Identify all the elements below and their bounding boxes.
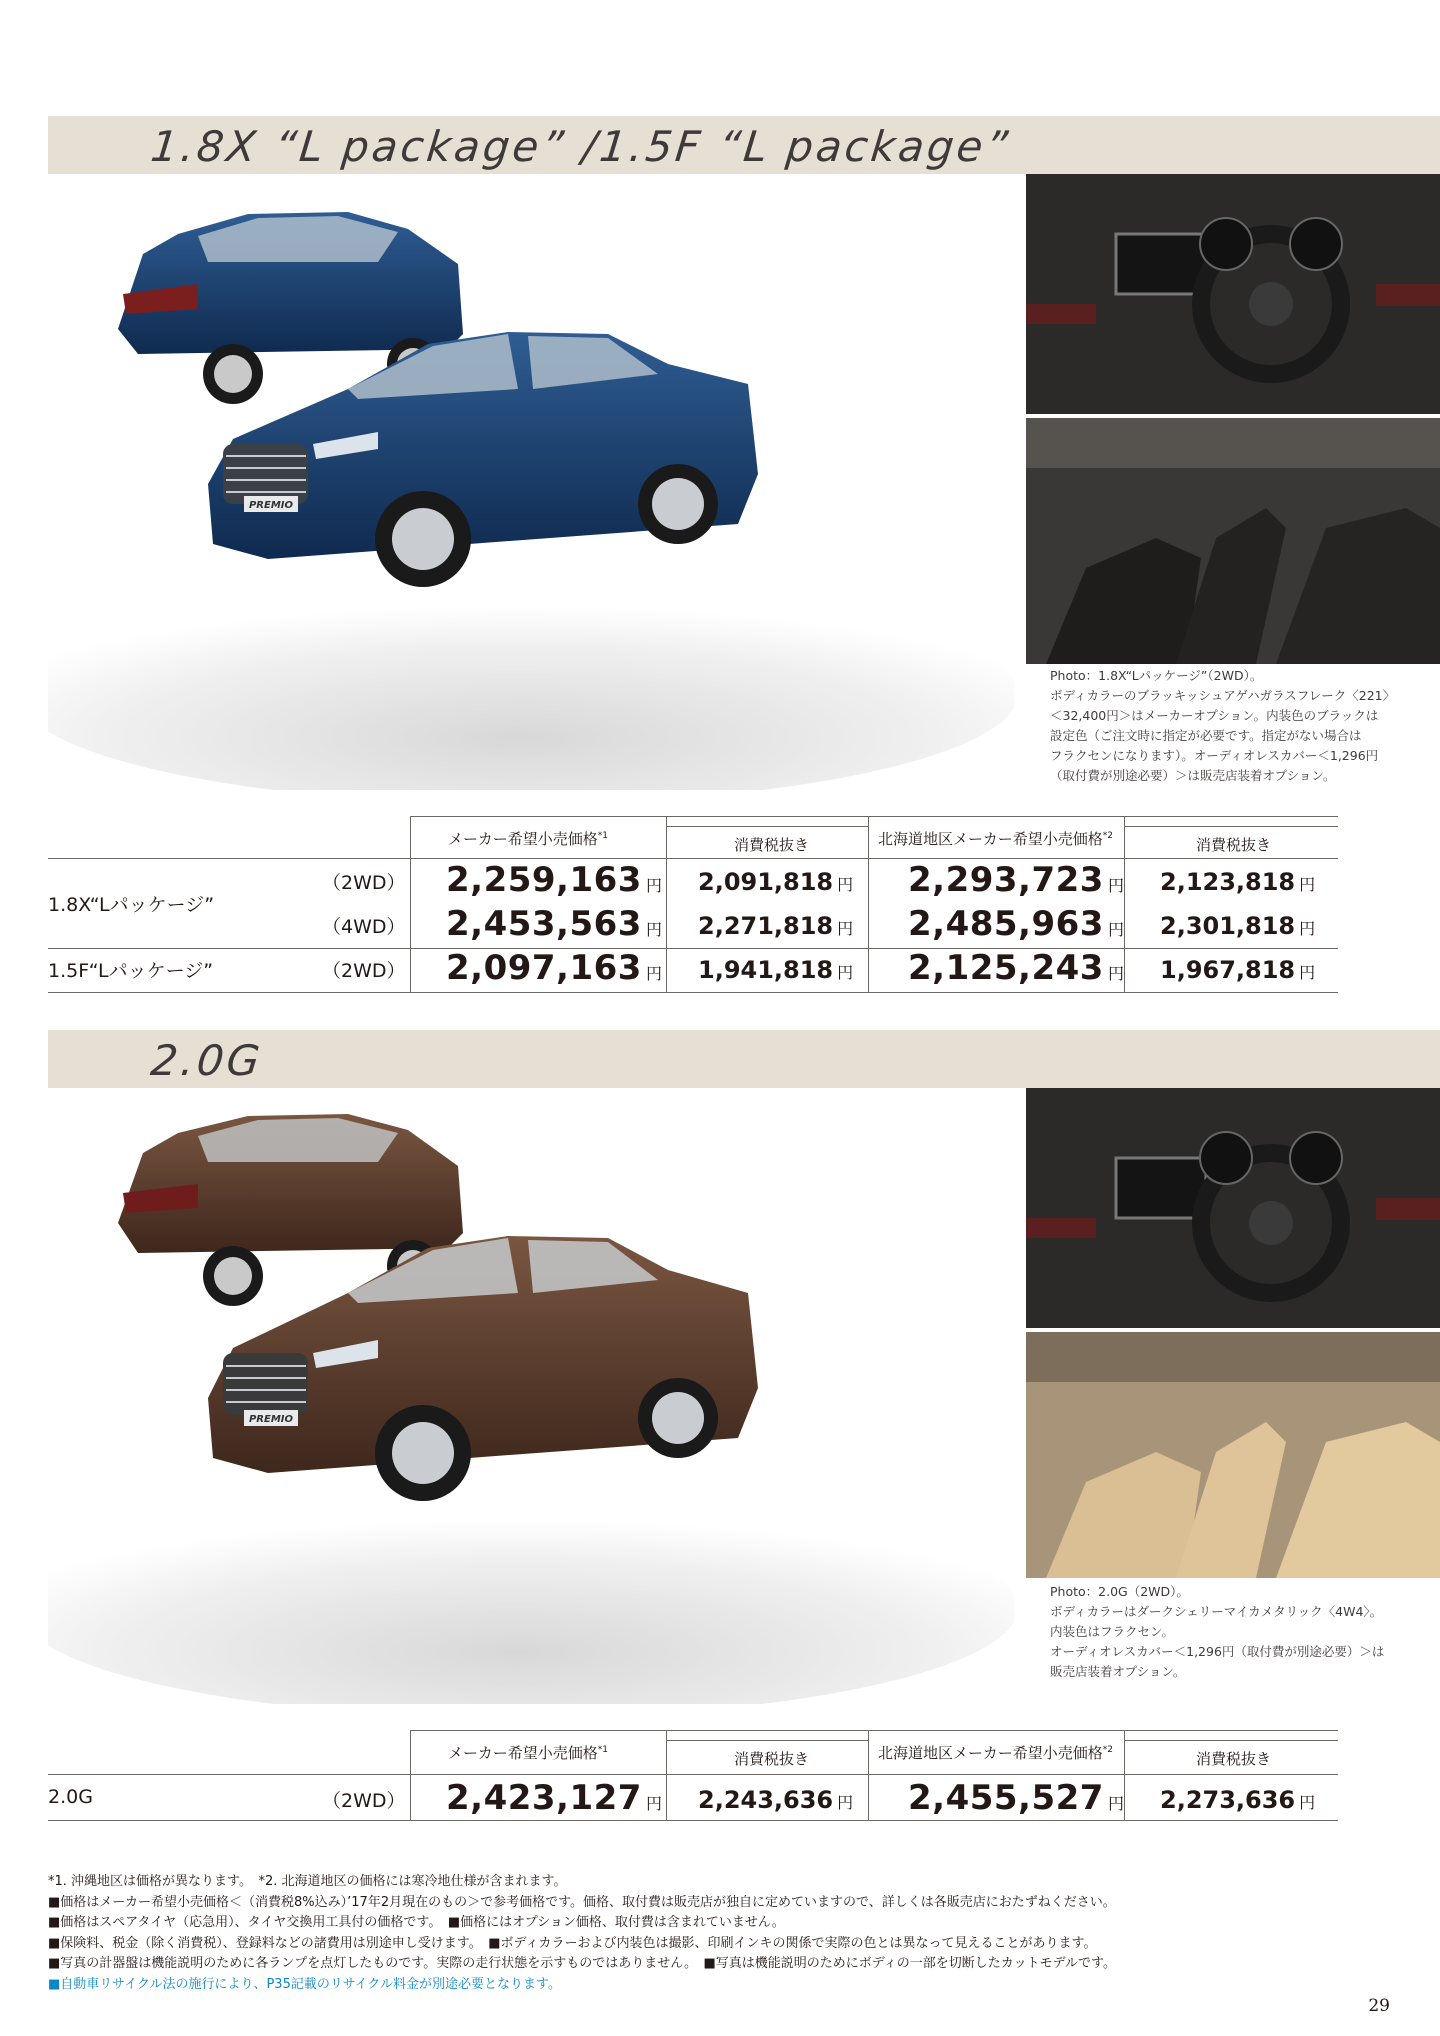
header-maker-price: メーカー希望小売価格$^{*1}$	[448, 830, 608, 848]
drive-label: （2WD）	[322, 960, 406, 982]
hokkaido-price: 2,455,527 円	[908, 1778, 1125, 1818]
footnote-line: ■価格はスペアタイヤ（応急用）、タイヤ交換用工具付の価格です。 ■価格にはオプション価格、取付費は含まれていません。	[48, 1915, 785, 1930]
header-hokkaido-price: 北海道地区メーカー希望小売価格$^{*2}$	[878, 830, 1113, 848]
footnote-line: *1. 沖縄地区は価格が異なります。 *2. 北海道地区の価格には寒冷地仕様が含まれます。	[48, 1874, 567, 1889]
section-title: 1.8X “L package” /1.5F “L package”	[148, 122, 1013, 171]
maker-price-ex-tax: 2,243,636 円	[698, 1786, 854, 1814]
hokkaido-price: 2,125,243 円	[908, 948, 1125, 988]
maker-price-ex-tax: 1,941,818 円	[698, 956, 854, 984]
grade-label-2-0g: 2.0G	[48, 1786, 93, 1808]
drive-label: （4WD）	[322, 916, 406, 938]
hokkaido-price: 2,485,963 円	[908, 904, 1125, 944]
hokkaido-price: 2,293,723 円	[908, 860, 1125, 900]
car-photo-area	[48, 1088, 1014, 1704]
maker-price: 2,453,563 円	[446, 904, 663, 944]
header-tax-excluded: 消費税抜き	[734, 836, 810, 854]
footnote-recycle: ■自動車リサイクル法の施行により、P35記載のリサイクル料金が別途必要となります。	[48, 1976, 561, 1992]
maker-price: 2,259,163 円	[446, 860, 663, 900]
hokkaido-price-ex-tax: 1,967,818 円	[1160, 956, 1316, 984]
maker-price-ex-tax: 2,091,818 円	[698, 868, 854, 896]
car-photos-blue	[48, 174, 1014, 790]
page-number: 29	[1368, 1996, 1390, 2016]
interior-dashboard-photo	[1026, 174, 1440, 414]
header-tax-excluded-hokkaido: 消費税抜き	[1196, 836, 1272, 854]
car-front-view	[208, 1236, 758, 1501]
hokkaido-price-ex-tax: 2,273,636 円	[1160, 1786, 1316, 1814]
header-maker-price: メーカー希望小売価格$^{*1}$	[448, 1744, 608, 1762]
car-front-view	[208, 332, 758, 587]
price-table-l-package	[48, 816, 1338, 996]
interior-seat-photo	[1026, 418, 1440, 664]
maker-price: 2,097,163 円	[446, 948, 663, 988]
header-hokkaido-price: 北海道地区メーカー希望小売価格$^{*2}$	[878, 1744, 1113, 1762]
interior-seat-photo	[1026, 1332, 1440, 1578]
section-header-2-0g	[48, 1030, 1440, 1088]
drive-label: （2WD）	[322, 872, 406, 894]
price-table-2-0g	[48, 1730, 1338, 1826]
footnote-line: ■保険料、税金（除く消費税）、登録料などの諸費用は別途申し受けます。 ■ボディカラーおよび内装色は撮影、印刷インキの関係で実際の色とは異なって見えることがあります。	[48, 1935, 1097, 1951]
photo-caption: Photo：1.8X“Lパッケージ”（2WD）。 ボディカラーのブラッキッシュアゲハガラスフレーク〈221〉 ＜32,400円＞はメーカーオプション。内装色のブラックは 設定色（ご注文時に指定が必要です。指定がない場合は フラクセンになります）。オーディオレスカバー＜1,296円 （取付費が別途必要）＞は販売店装着オプション。	[1050, 668, 1396, 783]
grade-label-1-5f: 1.5F“Lパッケージ”	[48, 960, 214, 982]
section-header-l-package	[48, 116, 1440, 174]
maker-price-ex-tax: 2,271,818 円	[698, 912, 854, 940]
footnote-line: ■写真の計器盤は機能説明のために各ランプを点灯したものです。実際の走行状態を示すものではありません。 ■写真は機能説明のためにボディの一部を切断したカットモデルです。	[48, 1956, 1116, 1971]
header-tax-excluded: 消費税抜き	[734, 1750, 810, 1768]
maker-price: 2,423,127 円	[446, 1778, 663, 1818]
car-photos-brown	[48, 1088, 1014, 1704]
svg-text:PREMIO: PREMIO	[248, 1414, 294, 1425]
hokkaido-price-ex-tax: 2,123,818 円	[1160, 868, 1316, 896]
header-tax-excluded-hokkaido: 消費税抜き	[1196, 1750, 1272, 1768]
section-title: 2.0G	[148, 1036, 265, 1085]
grade-label-1-8x: 1.8X“Lパッケージ”	[48, 894, 215, 916]
car-photo-area	[48, 174, 1014, 790]
drive-label: （2WD）	[322, 1790, 406, 1812]
svg-text:PREMIO: PREMIO	[248, 500, 294, 511]
hokkaido-price-ex-tax: 2,301,818 円	[1160, 912, 1316, 940]
footnotes	[48, 1872, 1116, 1995]
photo-caption: Photo：2.0G（2WD）。 ボディカラーはダークシェリーマイカメタリック〈4W4〉。 内装色はフラクセン。 オーディオレスカバー＜1,296円（取付費が別途必要）＞は 販売店装着オプション。	[1050, 1584, 1385, 1679]
footnote-line: ■価格はメーカー希望小売価格＜（消費税8%込み）’17年2月現在のもの＞で参考価格です。価格、取付費は販売店が独自に定めていますので、詳しくは各販売店におたずねください。	[48, 1894, 1116, 1910]
interior-dashboard-photo	[1026, 1088, 1440, 1328]
